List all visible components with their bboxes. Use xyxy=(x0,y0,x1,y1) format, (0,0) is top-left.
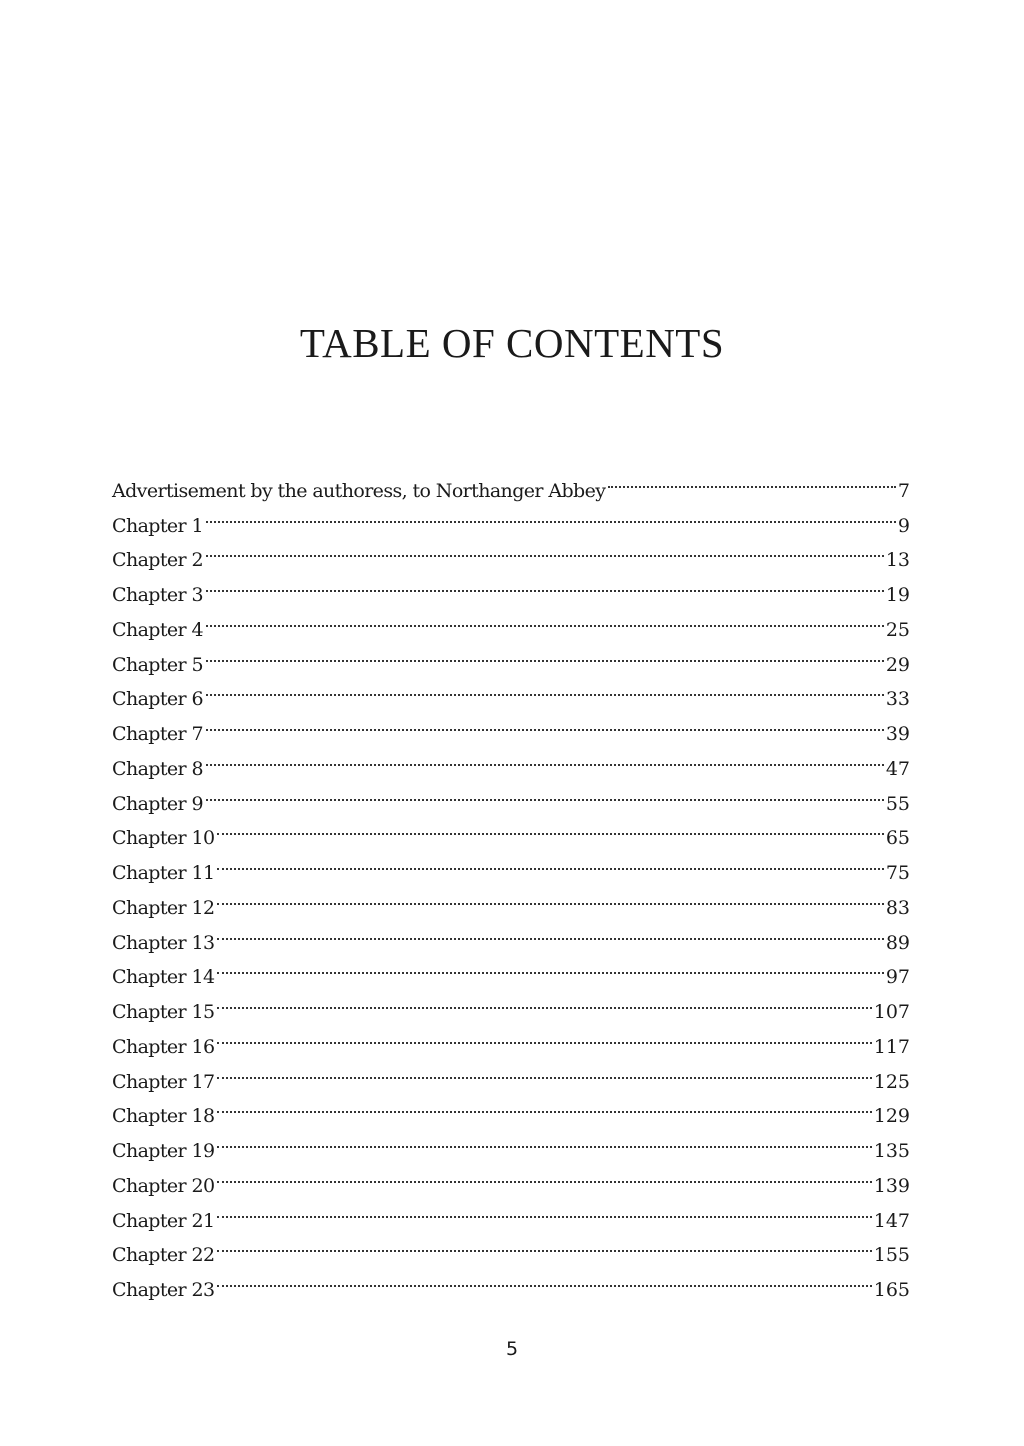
toc-entry-page: 165 xyxy=(873,1279,910,1301)
toc-entry-page: 97 xyxy=(885,966,910,989)
toc-entry-label: Chapter 23 xyxy=(112,1273,217,1308)
dot-leader xyxy=(217,949,883,984)
toc-entry[interactable] xyxy=(112,879,910,919)
toc-entry-page: 125 xyxy=(873,1070,910,1093)
toc-entry[interactable] xyxy=(112,671,910,711)
toc-entry[interactable] xyxy=(112,949,910,989)
toc-entry[interactable] xyxy=(112,810,910,850)
dot-leader xyxy=(608,462,896,497)
toc-entry[interactable] xyxy=(112,740,910,780)
toc-entry-label: Advertisement by the authoress, to Northanger Abbey xyxy=(112,474,608,509)
toc-entry-label: Chapter 13 xyxy=(112,926,217,961)
toc-entry-label: Chapter 11 xyxy=(112,856,217,891)
dot-leader xyxy=(206,497,896,532)
dot-leader xyxy=(217,1088,871,1123)
page-title: TABLE OF CONTENTS xyxy=(299,320,725,366)
toc-entry-label: Chapter 1 xyxy=(112,509,206,544)
toc-entry-label: Chapter 17 xyxy=(112,1065,217,1100)
toc-entry-label: Chapter 16 xyxy=(112,1030,217,1065)
dot-leader xyxy=(217,1053,871,1088)
toc-entry-page: 155 xyxy=(873,1244,910,1267)
toc-entry[interactable] xyxy=(112,1088,910,1128)
toc-entry-label: Chapter 20 xyxy=(112,1169,217,1204)
toc-entry-label: Chapter 7 xyxy=(112,717,206,752)
dot-leader xyxy=(217,1157,871,1192)
toc-entry-label: Chapter 19 xyxy=(112,1134,217,1169)
toc-entry[interactable] xyxy=(112,1261,910,1301)
dot-leader xyxy=(217,1192,871,1227)
toc-entry-page: 147 xyxy=(873,1209,910,1232)
toc-entry-page: 89 xyxy=(885,931,910,954)
toc-entry-page: 9 xyxy=(897,514,910,537)
toc-entry-label: Chapter 18 xyxy=(112,1099,217,1134)
toc-entry[interactable] xyxy=(112,601,910,641)
toc-entry-label: Chapter 3 xyxy=(112,578,206,613)
toc-entry-page: 7 xyxy=(897,479,910,502)
dot-leader xyxy=(206,566,884,601)
toc-entry-page: 117 xyxy=(873,1035,910,1058)
dot-leader xyxy=(206,775,884,810)
toc-entry-label: Chapter 12 xyxy=(112,891,217,926)
toc-entry-page: 47 xyxy=(885,757,910,780)
dot-leader xyxy=(206,636,884,671)
toc-entry[interactable] xyxy=(112,1053,910,1093)
toc-entry[interactable] xyxy=(112,532,910,572)
toc-entry-page: 55 xyxy=(885,792,910,815)
toc-entry-page: 107 xyxy=(873,1001,910,1023)
dot-leader xyxy=(206,705,884,740)
toc-entry-label: Chapter 5 xyxy=(112,648,206,683)
toc-entry[interactable] xyxy=(112,462,910,502)
toc-entry-page: 129 xyxy=(873,1105,910,1128)
toc-entry-page: 75 xyxy=(885,862,910,884)
toc-entry[interactable] xyxy=(112,1192,910,1232)
dot-leader xyxy=(217,1018,871,1053)
page-number: 5 xyxy=(505,1338,519,1360)
dot-leader xyxy=(206,740,884,775)
toc-entry[interactable] xyxy=(112,983,910,1023)
toc-entry-page: 39 xyxy=(885,723,910,745)
dot-leader xyxy=(206,601,884,636)
toc-entry[interactable] xyxy=(112,775,910,815)
dot-leader xyxy=(217,1261,871,1296)
toc-entry-page: 65 xyxy=(885,827,910,850)
dot-leader xyxy=(206,671,884,706)
toc-entry-label: Chapter 22 xyxy=(112,1238,217,1273)
dot-leader xyxy=(206,532,884,567)
toc-entry-label: Chapter 10 xyxy=(112,821,217,856)
toc-entry-page: 135 xyxy=(873,1140,910,1162)
dot-leader xyxy=(217,914,883,949)
toc-entry-page: 13 xyxy=(885,549,910,572)
toc-entry[interactable] xyxy=(112,914,910,954)
toc-entry[interactable] xyxy=(112,1227,910,1267)
toc-entry-label: Chapter 2 xyxy=(112,543,206,578)
dot-leader xyxy=(217,1122,871,1157)
toc-entry-page: 83 xyxy=(885,896,910,919)
dot-leader xyxy=(217,879,883,914)
toc-entry[interactable] xyxy=(112,1157,910,1197)
toc-entry[interactable] xyxy=(112,705,910,745)
toc-entry-page: 139 xyxy=(873,1174,910,1197)
dot-leader xyxy=(217,1227,871,1262)
toc-entry-label: Chapter 4 xyxy=(112,613,206,648)
toc-entry-page: 25 xyxy=(885,618,910,641)
toc-entry-label: Chapter 9 xyxy=(112,787,206,822)
toc-entry-label: Chapter 21 xyxy=(112,1204,217,1239)
toc-entry-page: 29 xyxy=(885,653,910,676)
toc-entry-page: 33 xyxy=(885,688,910,711)
toc-entry[interactable] xyxy=(112,1122,910,1162)
table-of-contents xyxy=(112,462,910,1301)
toc-entry-label: Chapter 15 xyxy=(112,995,217,1030)
toc-entry-page: 19 xyxy=(885,584,910,606)
toc-entry[interactable] xyxy=(112,1018,910,1058)
toc-entry-label: Chapter 8 xyxy=(112,752,206,787)
toc-entry-label: Chapter 14 xyxy=(112,960,217,995)
dot-leader xyxy=(217,810,883,845)
toc-entry[interactable] xyxy=(112,844,910,884)
toc-entry[interactable] xyxy=(112,566,910,606)
toc-entry[interactable] xyxy=(112,636,910,676)
toc-entry[interactable] xyxy=(112,497,910,537)
toc-entry-label: Chapter 6 xyxy=(112,682,206,717)
dot-leader xyxy=(217,983,871,1018)
dot-leader xyxy=(217,844,883,879)
